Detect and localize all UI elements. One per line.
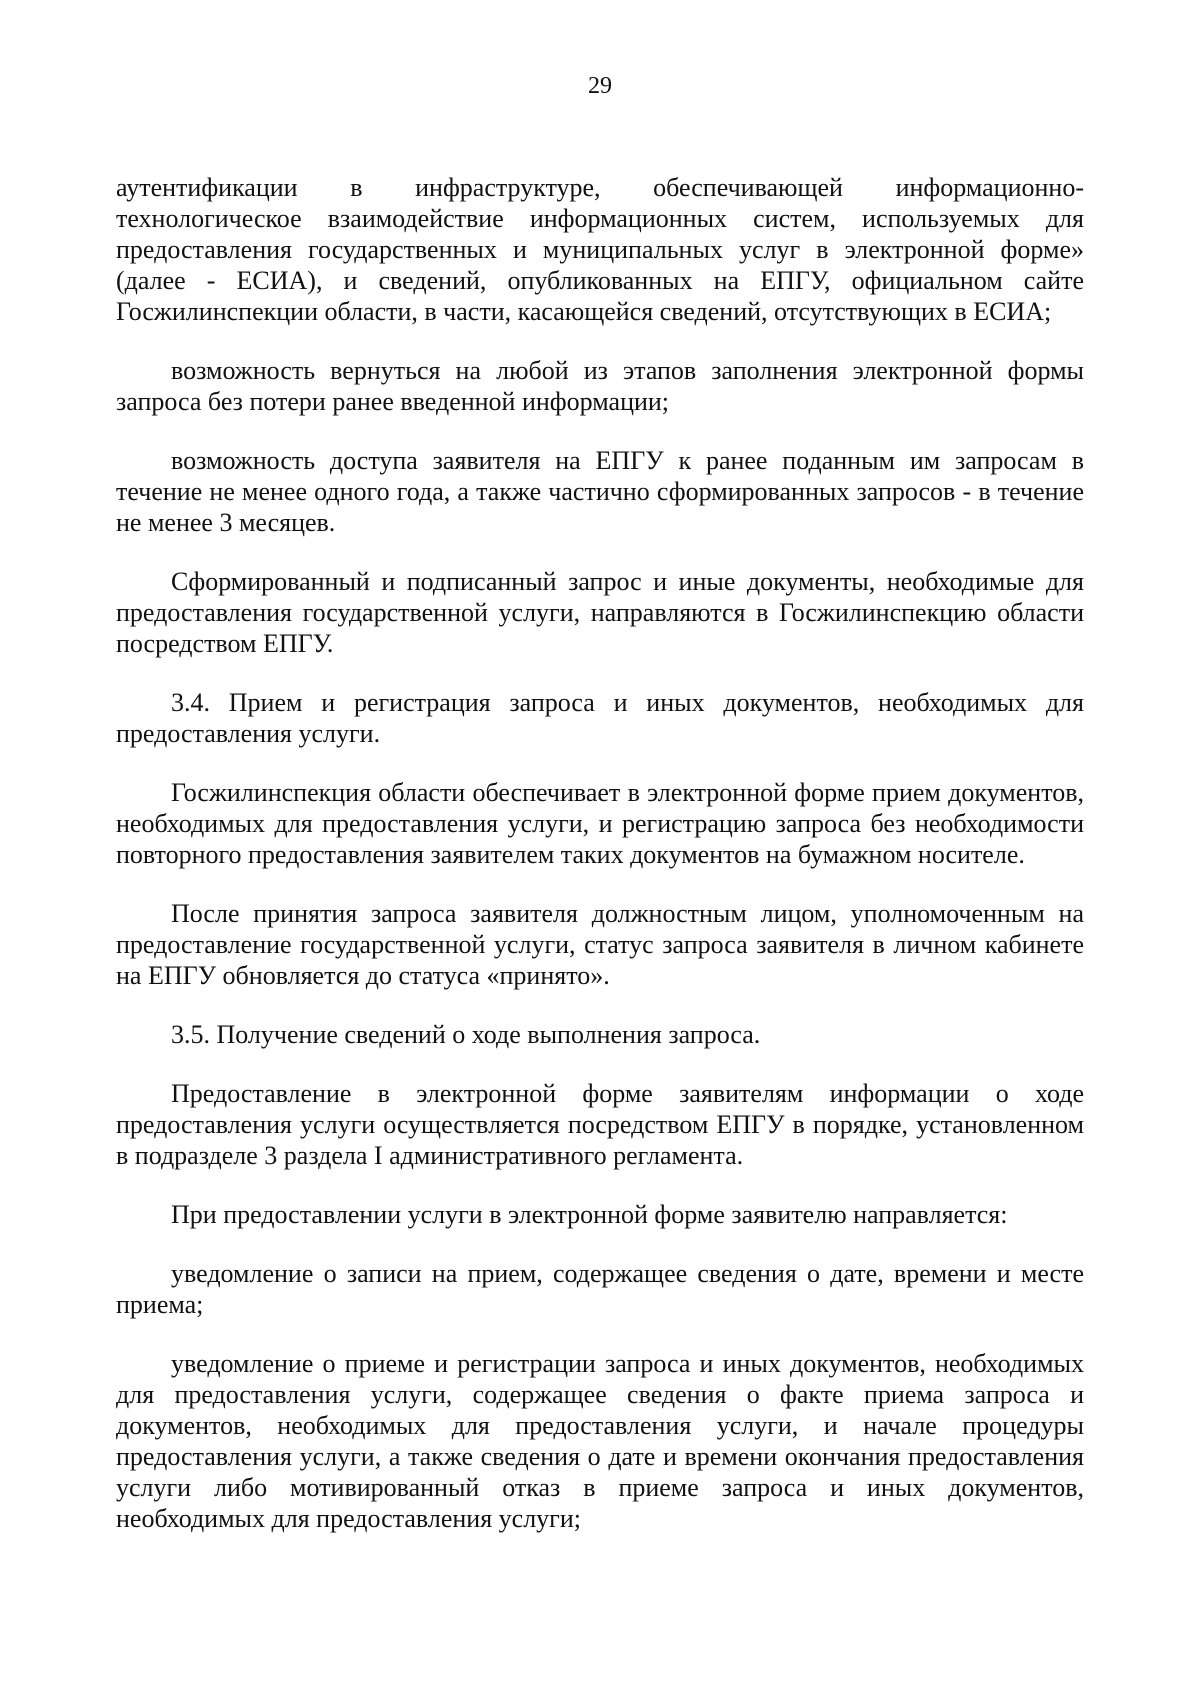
- paragraph-esia-authentication: аутентификации в инфраструктуре, обеспечивающей информационно-технологическое взаимодействие информационных систем, используемых для предоставления государственных и муниципальных услуг в электронной форме» (далее - ЕСИА), и сведений, опубликованных на ЕПГУ, официальном сайте Госжилинспекции области, в части, касающейся сведений, отсутствующих в ЕСИА;: [116, 173, 1084, 326]
- page-number: 29: [588, 73, 612, 99]
- paragraph-status-update: После принятия запроса заявителя должностным лицом, уполномоченным на предоставление государственной услуги, статус запроса заявителя в личном кабинете на ЕПГУ обновляется до статуса «принято».: [116, 899, 1084, 990]
- section-heading-3-4: 3.4. Прием и регистрация запроса и иных документов, необходимых для предоставления услуги.: [116, 688, 1084, 748]
- paragraph-electronic-reception: Госжилинспекция области обеспечивает в электронной форме прием документов, необходимых для предоставления услуги, и регистрацию запроса без необходимости повторного предоставления заявителем таких документов на бумажном носителе.: [116, 778, 1084, 869]
- paragraph-registration-notice: уведомление о приеме и регистрации запроса и иных документов, необходимых для предоставления услуги, содержащее сведения о факте приема запроса и документов, необходимых для предоставления услуги, и начале процедуры предоставления услуги, а также сведения о дате и времени окончания предоставления услуги либо мотивированный отказ в приеме запроса и иных документов, необходимых для предоставления услуги;: [116, 1349, 1084, 1533]
- section-heading-3-5: 3.5. Получение сведений о ходе выполнения запроса.: [171, 1020, 761, 1049]
- paragraph-access-to-requests: возможность доступа заявителя на ЕПГУ к ранее поданным им запросам в течение не менее одного года, а также частично сформированных запросов - в течение не менее 3 месяцев.: [116, 446, 1084, 537]
- paragraph-notifications-intro: При предоставлении услуги в электронной форме заявителю направляется:: [171, 1200, 1008, 1229]
- paragraph-return-to-stage: возможность вернуться на любой из этапов заполнения электронной формы запроса без потери ранее введенной информации;: [116, 356, 1084, 416]
- paragraph-signed-request: Сформированный и подписанный запрос и иные документы, необходимые для предоставления государственной услуги, направляются в Госжилинспекцию области посредством ЕПГУ.: [116, 567, 1084, 658]
- paragraph-progress-info: Предоставление в электронной форме заявителям информации о ходе предоставления услуги осуществляется посредством ЕПГУ в порядке, установленном в подразделе 3 раздела I административного регламента.: [116, 1079, 1084, 1170]
- document-body: [116, 172, 1084, 1534]
- paragraph-appointment-notice: уведомление о записи на прием, содержащее сведения о дате, времени и месте приема;: [116, 1259, 1084, 1319]
